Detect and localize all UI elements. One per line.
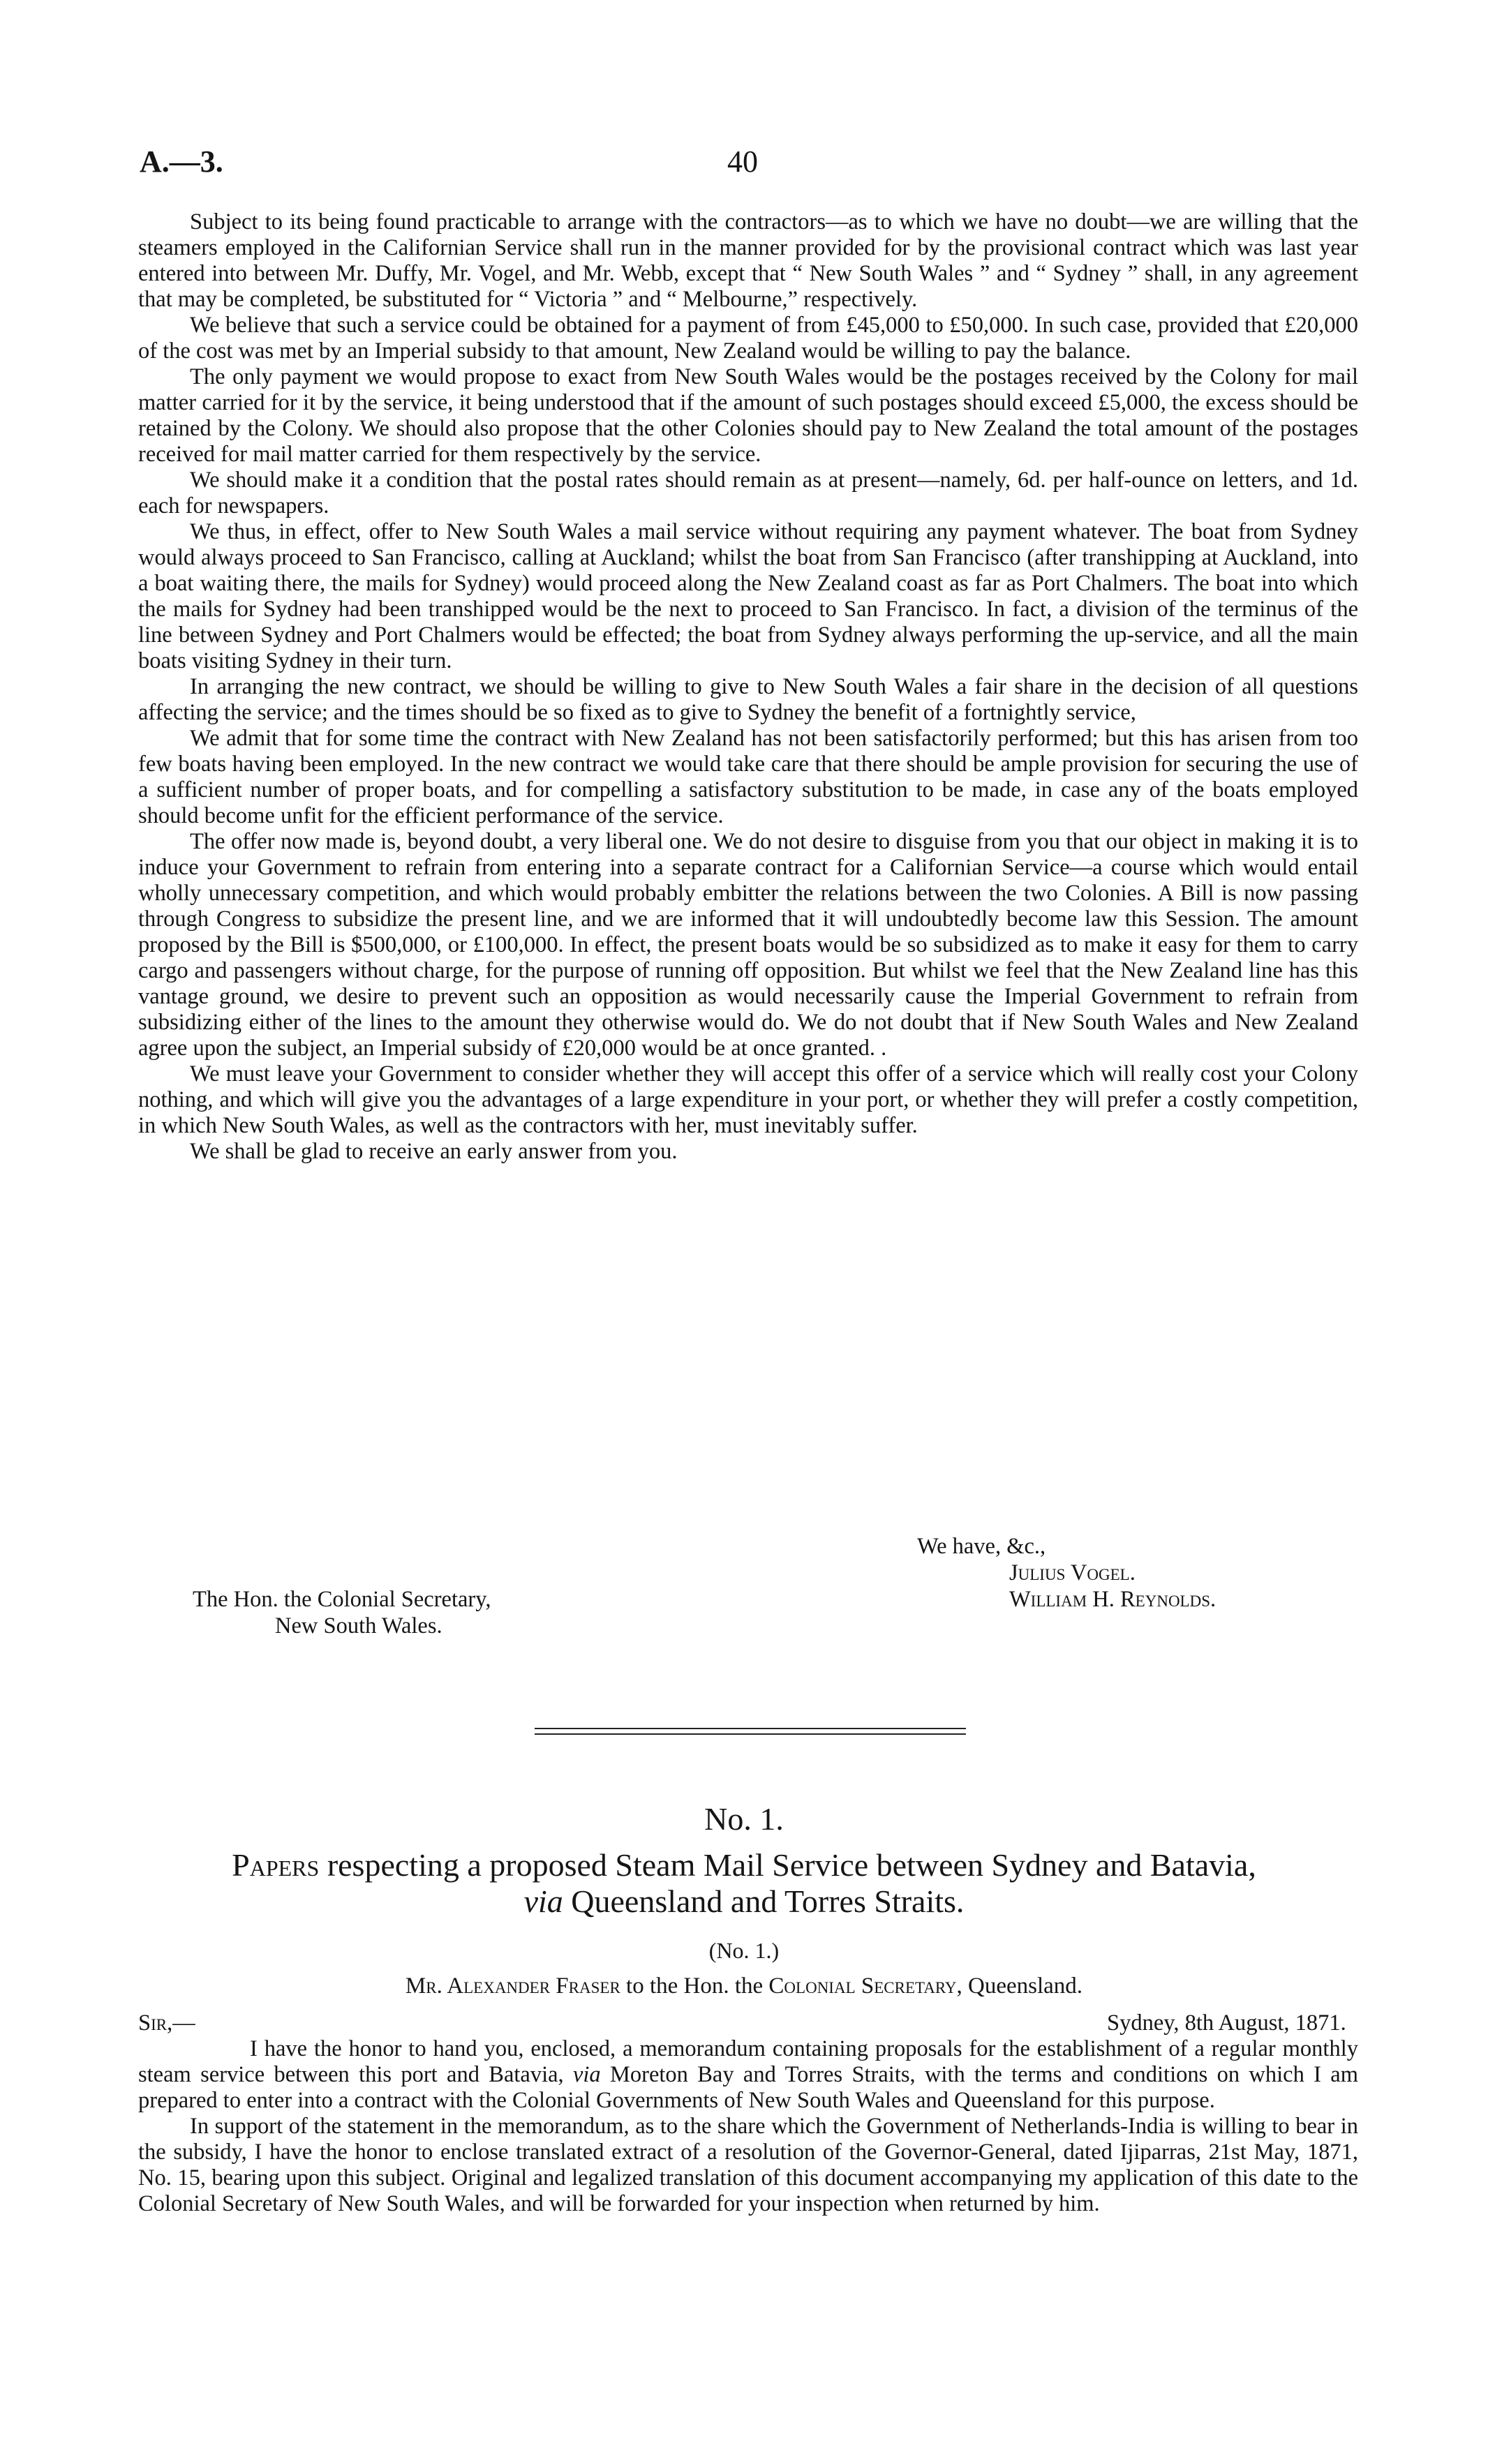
letter-date: Sydney, 8th August, 1871. [1107, 2010, 1346, 2036]
section-divider [535, 1728, 966, 1729]
letter-heading [0, 1973, 1488, 1999]
letter-body [138, 209, 1358, 1165]
paragraph-italic: via [572, 2062, 601, 2087]
addressee-line: The Hon. the Colonial Secretary, [193, 1587, 491, 1612]
paragraph: We thus, in effect, offer to New South Wales a mail service without requiring any payment whatever. The boat from Sydney would always proceed to San Francisco, calling at Auckland; whilst the boat from San Francisco (after transhipping at Auckland, into a boat waiting there, the mails for Sydney) would proceed along the New Zealand coast as far as Port Chalmers. The boat into which the mails for Sydney had been transhipped would be the next to proceed to San Francisco. In fact, a division of the terminus of the line between Sydney and Port Chalmers would be effected; the boat from Sydney always performing the up-service, and all the main boats visiting Sydney in their turn. [138, 519, 1358, 673]
title-text: respecting a proposed Steam Mail Service between Sydney and Batavia, [319, 1847, 1256, 1883]
paragraph: We must leave your Government to consider whether they will accept this offer of a service which will really cost your Colony nothing, and which will give you the advantages of a large expenditure in your port, or whether they will prefer a costly competition, in which New South Wales, as well as the contractors with her, must inevitably suffer. [138, 1061, 1358, 1138]
paragraph [138, 2036, 1358, 2114]
paragraph: We should make it a condition that the postal rates should remain as at present—namely, 6d. per half-ounce on letters, and 1d. each for newspapers. [138, 468, 1358, 518]
closing-line: We have, &c., [917, 1534, 1046, 1559]
title-text: Queensland and Torres Straits. [563, 1883, 965, 1919]
subletter-number: (No. 1.) [708, 1938, 780, 1963]
title-via: via [523, 1883, 563, 1919]
paragraph: In arranging the new contract, we should be willing to give to New South Wales a fair share in the decision of all questions affecting the service; and the times should be so fixed as to give to Sydney the benefit of a fortnightly service, [138, 674, 1358, 725]
page-header [140, 144, 1326, 186]
paragraph: The offer now made is, beyond doubt, a very liberal one. We do not desire to disguise from you that our object in making it is to induce your Government to refrain from entering into a separate contract for a Californian Service—a course which would entail wholly unnecessary competition, and which would probably embitter the relations between the two Colonies. A Bill is now passing through Congress to subsidize the present line, and we are informed that it will undoubtedly become law this Session. The amount proposed by the Bill is $500,000, or £100,000. In effect, the present boats would be so subsidized as to make it easy for them to carry cargo and passengers without charge, for the purpose of running off opposition. But whilst we feel that the New Zealand line has this vantage ground, we desire to prevent such an opposition as would necessarily cause the Imperial Government to refrain from subsidizing either of the lines to the amount they otherwise would do. We do not doubt that if New South Wales and New Zealand agree upon the subject, an Imperial subsidy of £20,000 would be at once granted. . [138, 829, 1358, 1061]
paragraph: The only payment we would propose to exact from New South Wales would be the postages received by the Colony for mail matter carried for it by the service, it being understood that if the amount of such postages should exceed £5,000, the excess should be retained by the Colony. We should also propose that the other Colonies should pay to New Zealand the total amount of the postages received for mail matter carried for them respectively by the service. [138, 364, 1358, 467]
section-title [0, 1847, 1488, 1920]
section-divider [535, 1733, 966, 1735]
sender-name: Mr. Alexander Fraser [405, 1973, 620, 1999]
paragraph-text: I have the honor to hand you, enclosed, a memorandum containing proposals for the establishment of a regular monthly steam service between this port and Batavia, [138, 2036, 1358, 2087]
signatory: William H. Reynolds. [1009, 1587, 1217, 1612]
salutation: Sir,— [138, 2010, 195, 2036]
section-number: No. 1. [704, 1801, 784, 1837]
signatory: Julius Vogel. [1009, 1560, 1136, 1585]
title-lead: Papers [232, 1847, 320, 1883]
addressee-block [193, 1586, 491, 1639]
signoff-block [917, 1533, 1216, 1613]
paragraph: We believe that such a service could be obtained for a payment of from £45,000 to £50,000. In such case, provided that £20,000 of the cost was met by an Imperial subsidy to that amount, New Zealand would be willing to pay the balance. [138, 313, 1358, 364]
addressee-line: New South Wales. [275, 1613, 442, 1638]
paragraph: In support of the statement in the memorandum, as to the share which the Government of Netherlands-India is willing to bear in the subsidy, I have the honor to enclose translated extract of a resolution of the Governor-General, dated Ijiparras, 21st May, 1871, No. 15, bearing upon this subject. Original and legalized translation of this document accompanying my application of this date to the Colonial Secretary of New South Wales, and will be forwarded for your inspection when returned by him. [138, 2114, 1358, 2216]
paragraph-text: Moreton Bay and Torres Straits, with the terms and conditions on which I am prepared to enter into a contract with the Colonial Governments of New South Wales and Queensland for this purpose. [138, 2062, 1358, 2113]
paragraph: We shall be glad to receive an early answer from you. [190, 1139, 678, 1164]
paragraph: We admit that for some time the contract with New Zealand has not been satisfactorily performed; but this has arisen from too few boats having been employed. In the new contract we would take care that there should be ample provision for securing the use of a sufficient number of proper boats, and for compelling a satisfactory substitution to be made, in case any of the boats employed should become unfit for the efficient performance of the service. [138, 726, 1358, 828]
document-reference: A.—3. [140, 144, 223, 179]
page-number: 40 [727, 144, 758, 179]
recipient-title: Colonial Secretary [768, 1973, 957, 1999]
heading-connector: to the Hon. the [620, 1973, 769, 1999]
subletter-body [138, 2036, 1358, 2217]
paragraph: Subject to its being found practicable to arrange with the contractors—as to which we have no doubt—we are willing that the steamers employed in the Californian Service shall run in the manner provided for by the provisional contract which was last year entered into between Mr. Duffy, Mr. Vogel, and Mr. Webb, except that “ New South Wales ” and “ Sydney ” shall, in any agreement that may be completed, be substituted for “ Victoria ” and “ Melbourne,” respectively. [138, 209, 1358, 312]
recipient-place: , Queensland. [956, 1973, 1083, 1999]
